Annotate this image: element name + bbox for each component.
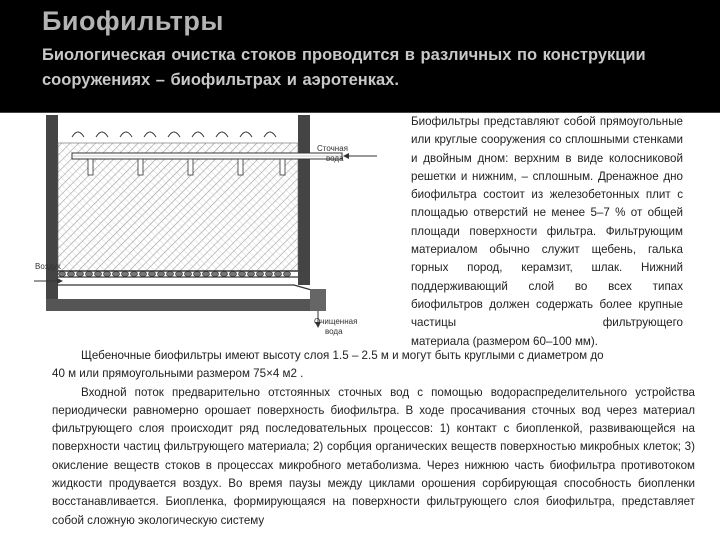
wastewater-label-2: вода: [326, 154, 344, 163]
bottom-line-2: 40 м или прямоугольными размером 75×4 м2 .: [52, 367, 304, 381]
drainage-stone: [256, 272, 263, 277]
drainage-stone: [139, 272, 146, 277]
drainage-stone: [103, 272, 110, 277]
drainage-stone: [121, 272, 128, 277]
treated-water-label-2: вода: [325, 327, 343, 336]
slide-title: Биофильтры: [42, 6, 224, 36]
slide-header: [0, 0, 720, 113]
drainage-stone: [157, 272, 164, 277]
drainage-stone: [283, 272, 290, 277]
drainage-stone: [247, 272, 254, 277]
drainage-stone: [202, 272, 209, 277]
drainage-stones: [58, 272, 290, 277]
drainage-stone: [229, 272, 236, 277]
spray-arrows: [72, 132, 276, 137]
side-description-last-line: материала (размером 60–100 мм).: [411, 334, 598, 348]
side-description: [411, 113, 683, 351]
bottom-paragraph-2: Входной поток предварительно отстоянных сточных вод с помощью водораспределительного устройства периодически равномерно орошает поверхность биофильтра. В ходе просачивания сточных вод через материал фильтрующего слоя происходит ряд последовательных процессов: 1) контакт с биопленкой, развивающейся на поверхности частиц фильтрующего материала; 2) сорбция органических веществ поверхностью микробных клеток; 3) окисление веществ стоков в процессах микробного метаболизма. Через нижнюю часть биофильтра противотоком жидкости продувается воздух. Во время паузы между циклами орошения сорбирующая способность биопленки восстанавливается. Биопленка, формирующаяся на поверхности фильтрующего слоя биофильтра, представляет собой сложную экологическую систему: [52, 385, 695, 527]
drainage-stone: [220, 272, 227, 277]
bottom-description: [52, 347, 695, 530]
drainage-stone: [238, 272, 245, 277]
air-label: Воздух: [35, 262, 61, 271]
slide-subtitle: Биологическая очистка стоков проводится в различных по конструкции сооружениях – биофильтрах и аэротенках.: [42, 46, 646, 89]
drainage-stone: [211, 272, 218, 277]
drainage-stone: [94, 272, 101, 277]
drainage-stone: [166, 272, 173, 277]
drainage-stone: [148, 272, 155, 277]
drainage-stone: [85, 272, 92, 277]
drainage-stone: [67, 272, 74, 277]
drainage-stone: [193, 272, 200, 277]
drainage-stone: [130, 272, 137, 277]
drainage-stone: [112, 272, 119, 277]
drainage-stone: [265, 272, 272, 277]
drainage-stone: [76, 272, 83, 277]
wastewater-label: Сточная: [317, 144, 348, 153]
treated-water-label: Очищенная: [314, 317, 358, 326]
drainage-stone: [58, 272, 65, 277]
biofilter-diagram: [32, 113, 404, 345]
drainage-stone: [184, 272, 191, 277]
bottom-line-1: Щебеночные биофильтры имеют высоту слоя 1.5 – 2.5 м и могут быть круглыми с диаметром до: [81, 349, 604, 362]
side-description-body: Биофильтры представляют собой прямоугольные или круглые сооружения со сплошными стенками и двойным дном: верхним в виде колосниковой решетки и нижним, – сплошным. Дренажное дно биофильтра состоит из железобетонных плит с площадью отверстий не менее 5–7 % от общей площади поверхности фильтра. Фильтрующим материалом обычно служит щебень, галька горных пород, керамзит, шлак. Нижний поддерживающий слой во всех типах биофильтров должен содержать более крупные частицы фильтрующего: [411, 115, 683, 330]
drainage-stone: [274, 272, 281, 277]
drainage-stone: [175, 272, 182, 277]
